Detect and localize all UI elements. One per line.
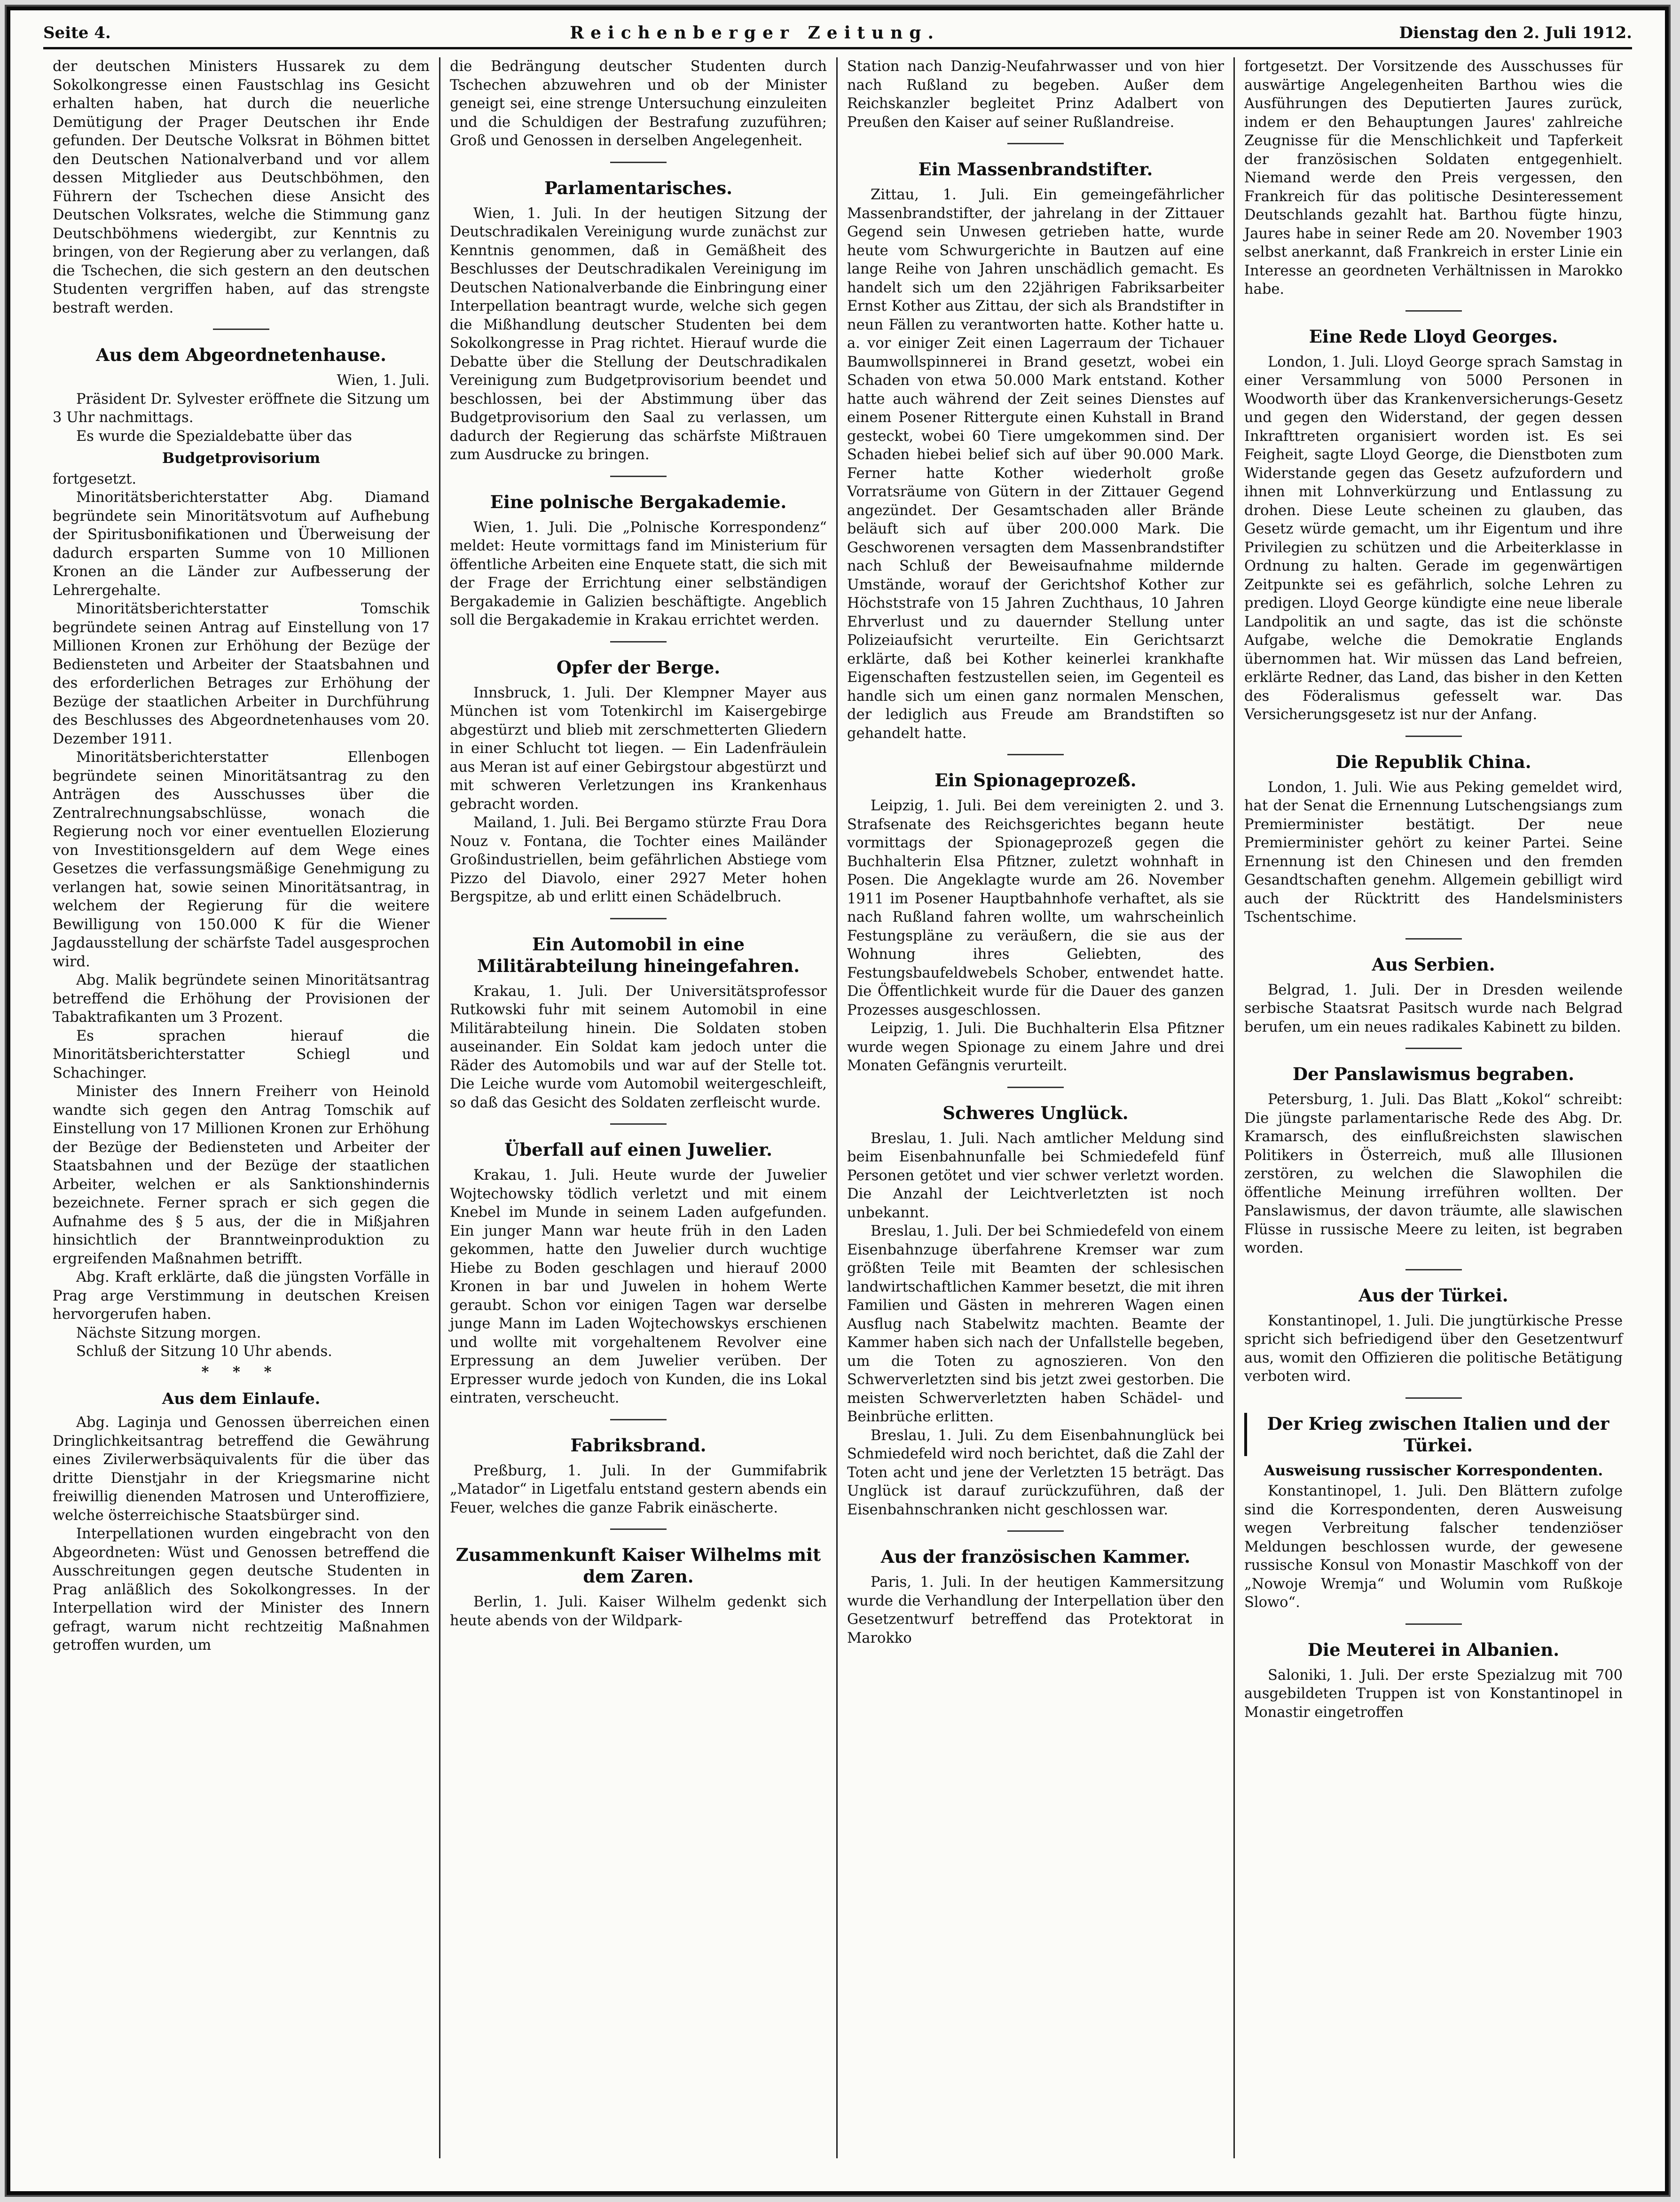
columns bbox=[43, 57, 1632, 2158]
dateline: Wien, 1. Juli. bbox=[337, 372, 430, 389]
article-headline: Aus dem Abgeordnetenhause. bbox=[96, 345, 386, 365]
newspaper-title: Reichenberger Zeitung. bbox=[570, 23, 941, 43]
article-paragraph: Abg. Malik begründete seinen Minoritätsantrag betreffend die Erhöhung der Provisionen der Tabaktrafikanten um 3 Prozent. bbox=[53, 972, 430, 1026]
article-divider bbox=[610, 1123, 667, 1125]
article-paragraph: Schluß der Sitzung 10 Uhr abends. bbox=[76, 1343, 332, 1360]
article-divider bbox=[1405, 310, 1462, 312]
article-paragraph: Wien, 1. Juli. Die „Polnische Korrespondenz“ meldet: Heute vormittags fand im Ministerium für öffentliche Arbeiten eine Enquete statt, die sich mit der Frage der Errichtung einer selbständigen Bergakademie in Galizien beschäftigte. Angeblich soll die Bergakademie in Krakau errichtet werden. bbox=[450, 519, 827, 628]
article-paragraph: Paris, 1. Juli. In der heutigen Kammersitzung wurde die Verhandlung der Interpellation über den Gesetzentwurf betreffend das Protektorat in Marokko bbox=[847, 1574, 1224, 1646]
article-headline: Ein Automobil in eine Militärabteilung hineingefahren. bbox=[477, 933, 800, 976]
article-paragraph: Zittau, 1. Juli. Ein gemeingefährlicher Massenbrandstifter, der jahrelang in der Zittauer Gegend sein Unwesen getrieben hatte, wurde heute vom Schwurgerichte in Bautzen auf eine lange Reihe von Jahren unschädlich gemacht. Es handelt sich um den 22jährigen Fabriksarbeiter Ernst Kother aus Zittau, der sich als Brandstifter in neun Fällen zu verantworten hatte. Kother hatte u. a. vor einiger Zeit einen Lagerraum der Tichauer Baumwollspinnerei in Brand gesetzt, wobei ein Schaden von etwa 50.000 Mark entstand. Kother hatte auch während der Zeit seines Dienstes auf einem Posener Rittergute einen Kuhstall in Brand gesteckt, wobei 60 Tiere umgekommen sind. Der Schaden hiebei belief sich auf über 90.000 Mark. Ferner hatte Kother wiederholt große Vorratsräume von Gütern in der Zittauer Gegend angezündet. Der Gesamtschaden aller Brände beläuft sich auf über 200.000 Mark. Die Geschworenen versagten dem Massenbrandstifter nach Schluß der Beweisaufnahme mildernde Umstände, worauf der Gerichtshof Kother zur Höchststrafe von 15 Jahren Zuchthaus, 10 Jahren Ehrverlust und zu dauernder Stellung unter Polizeiaufsicht verurteilte. Ein Gerichtsarzt erklärte, daß bei Kother keinerlei krankhafte Eigenschaften festzustellen seien, im Gegenteil es handle sich um einen ganz normalen Menschen, der lediglich aus Freude am Brandstiften so gehandelt hatte. bbox=[847, 187, 1224, 742]
column-1 bbox=[43, 57, 440, 2158]
article-paragraph: Berlin, 1. Juli. Kaiser Wilhelm gedenkt sich heute abends von der Wildpark- bbox=[450, 1594, 827, 1629]
article-paragraph: London, 1. Juli. Wie aus Peking gemeldet wird, hat der Senat die Ernennung Lutschengsiangs zum Premierminister bestätigt. Der neue Premierminister gehört zu keiner Partei. Seine Ernennung ist den Chinesen und den fremden Gesandtschaften genehm. Allgemein gebilligt wird auch der Rücktritt des Handelsministers Tschentschime. bbox=[1244, 779, 1623, 925]
article-divider bbox=[610, 641, 667, 643]
section-headline: Aus dem Einlaufe. bbox=[162, 1389, 321, 1408]
article-headline: Ein Spionageprozeß. bbox=[934, 770, 1137, 791]
article-paragraph: Wien, 1. Juli. In der heutigen Sitzung der Deutschradikalen Vereinigung wurde zunächst zur Kenntnis genommen, daß in Gemäßheit des Beschlusses der Deutschradikalen Vereinigung im Deutschen Nationalverbande die Einbringung einer Interpellation beantragt wurde, welche sich gegen die Mißhandlung deutscher Studenten bei dem Sokolkongresse in Prag richtet. Hierauf wurde die Debatte über die Stellung der Deutschradikalen Vereinigung zum Budgetprovisorium beendet und beschlossen, bei der Abstimmung über das Budgetprovisorium den Saal zu verlassen, um dadurch der Regierung das schärfste Mißtrauen zum Ausdrucke zu bringen. bbox=[450, 205, 827, 463]
article-paragraph: Interpellationen wurden eingebracht von den Abgeordneten: Wüst und Genossen betreffend die Ausschreitungen gegen deutsche Studenten in Prag anläßlich des Sokolkongresses. In der Interpellation wird der Minister des Innern gefragt, warum nicht rechtzeitig Maßnahmen getroffen wurden, um bbox=[53, 1526, 430, 1653]
article-divider bbox=[213, 329, 269, 330]
subheadline: Budgetprovisorium bbox=[162, 450, 321, 467]
article-paragraph: Minoritätsberichterstatter Ellenbogen begründete seinen Minoritätsantrag zu den Anträgen des Ausschusses über die Zentralrechnungsabschlüsse, wonach die Regierung noch vor einer eventuellen Elozierung von Investitionsgeldern auf dem Wege eines Gesetzes die verfassungsmäßige Genehmigung zu verlangen hat, sowie seinen Minoritätsantrag, in welchem der Regierung für die weitere Bewilligung von 150.000 K für die Wiener Jagdausstellung der schärfste Tadel ausgesprochen wird. bbox=[53, 749, 430, 970]
article-paragraph: Abg. Laginja und Genossen überreichen einen Dringlichkeitsantrag betreffend die Gewährung eines Zivilerwerbsäquivalents für die über das dritte Dienstjahr in der Kriegsmarine nicht freiwillig dienenden Matrosen und Unteroffiziere, welche österreichische Staatsbürger sind. bbox=[53, 1414, 430, 1524]
article-divider bbox=[1405, 1397, 1462, 1399]
article-headline: Fabriksbrand. bbox=[570, 1434, 707, 1456]
article-paragraph: Minoritätsberichterstatter Tomschik begründete seinen Antrag auf Einstellung von 17 Millionen Kronen zur Erhöhung der Bezüge der Bediensteten und Arbeiter der Staatsbahnen und des erforderlichen Betrages zur Erhöhung der Bezüge der staatlichen Arbeiter in Durchführung des Beschlusses des Abgeordnetenhauses vom 20. Dezember 1911. bbox=[53, 601, 430, 747]
article-paragraph: Breslau, 1. Juli. Der bei Schmiedefeld von einem Eisenbahnzuge überfahrene Kremser war zum größten Teile mit Beamten der schlesischen landwirtschaftlichen Kammer besetzt, die mit ihren Familien und Gästen in mehreren Wagen einen Ausflug nach Stabelwitz machten. Beamte der Kammer haben sich nach der Unfallstelle begeben, um die Toten zu agnoszieren. Von den Schwerverletzten sind bis jetzt zwei gestorben. Die meisten Schwerverletzten haben Schädel- und Beinbrüche erlitten. bbox=[847, 1223, 1224, 1425]
article-paragraph: London, 1. Juli. Lloyd George sprach Samstag in einer Versammlung von 5000 Personen in Woodworth über das Krankenversicherungs-Gesetz und gegen den Widerstand, der gegen dessen Inkrafttreten organisiert worden ist. Es sei Feigheit, sagte Lloyd George, die Dienstboten zum Widerstande gegen das Gesetz aufzufordern und ihnen mit Lohnverkürzung und Entlassung zu drohen. Diese Leute scheinen zu glauben, das Gesetz würde gemacht, um ihr Eigentum und ihre Privilegien zu schützen und die Arbeiterklasse in Ordnung zu halten. Gerade im gegenwärtigen Zeitpunkte sei es gefährlich, solche Lehren zu predigen. Lloyd George kündigte eine neue liberale Landpolitik an und sagte, das ist die schönste Aufgabe, welche die Demokratie Englands übernommen hat. Wir müssen das Land befreien, erklärte Redner, das Land, das bisher in den Ketten des Föderalismus gefesselt war. Das Versicherungsgesetz ist nur der Anfang. bbox=[1244, 353, 1623, 723]
article-paragraph: fortgesetzt. Der Vorsitzende des Ausschusses für auswärtige Angelegenheiten Barthou wies die Ausführungen des Deputierten Jaures zurück, indem er den Behauptungen Jaures' zahlreiche Zeugnisse für die Menschlichkeit und Tapferkeit der französischen Soldaten entgegenhielt. Niemand werde den Preis vergessen, den Frankreich für das politische Desinteressement Deutschlands gezahlt hat. Barthou fügte hinzu, Jaures habe in seiner Rede am 20. November 1903 selbst anerkannt, daß Frankreich in erster Linie ein Interesse an geordneten Verhältnissen in Marokko habe. bbox=[1244, 58, 1623, 298]
article-paragraph: Petersburg, 1. Juli. Das Blatt „Kokol“ schreibt: Die jüngste parlamentarische Rede des Abg. Dr. Kramarsch, des einflußreichsten slawischen Politikers in Österreich, muß alle Illusionen zerstören, zu welchen die Slawophilen die öffentliche Meinung irreführen wollten. Der Panslawismus, der davon träumte, alle slawischen Flüsse in russische Meere zu leiten, ist begraben worden. bbox=[1244, 1091, 1623, 1256]
article-divider bbox=[610, 1528, 667, 1530]
article-paragraph: die Bedrängung deutscher Studenten durch Tschechen abzuwehren und ob der Minister geneigt sei, eine strenge Untersuchung einzuleiten und die Schuldigen der Bestrafung zuzuführen; Groß und Genossen in derselben Angelegenheit. bbox=[450, 58, 827, 149]
article-headline: Aus Serbien. bbox=[1372, 954, 1495, 975]
article-divider bbox=[610, 162, 667, 163]
article-paragraph: Leipzig, 1. Juli. Die Buchhalterin Elsa Pfitzner wurde wegen Spionage zu einem Jahre und drei Monaten Gefängnis verurteilt. bbox=[847, 1020, 1224, 1074]
subheadline: Ausweisung russischer Korrespondenten. bbox=[1264, 1462, 1603, 1479]
article-paragraph: Minister des Innern Freiherr von Heinold wandte sich gegen den Antrag Tomschik auf Einstellung von 17 Millionen Kronen zur Erhöhung der Bezüge der Bediensteten und Arbeiter der Staatsbahnen und der Bezüge der staatlichen Arbeiter, welchen er als Sanktionshindernis bezeichnete. Ferner sprach er sich gegen die Aufnahme des § 5 aus, der die in Mißjahren hinsichtlich der Branntweinproduktion zu ergreifenden Maßnahmen betrifft. bbox=[53, 1083, 430, 1267]
article-divider bbox=[1405, 1623, 1462, 1625]
article-paragraph: Krakau, 1. Juli. Heute wurde der Juwelier Wojtechowsky tödlich verletzt und mit einem Knebel im Munde in seinem Laden aufgefunden. Ein junger Mann war heute früh in den Laden gekommen, hatte den Juwelier durch wuchtige Hiebe zu Boden geschlagen und hierauf 2000 Kronen in bar und Juwelen in hohem Werte geraubt. Schon vor einigen Tagen war derselbe junge Mann im Laden Wojtechowskys erschienen und wollte mit vorgehaltenem Revolver eine Erpressung an dem Juwelier verüben. Der Erpresser wurde jedoch von Kunden, die ins Lokal eintraten, verscheucht. bbox=[450, 1167, 827, 1406]
article-paragraph: Breslau, 1. Juli. Zu dem Eisenbahnunglück bei Schmiedefeld wird noch berichtet, daß die Zahl der Toten acht und jene der Verletzten 15 beträgt. Das Unglück ist darauf zurückzuführen, daß der Eisenbahnschranken nicht geschlossen war. bbox=[847, 1427, 1224, 1518]
column-4 bbox=[1235, 57, 1632, 2158]
article-paragraph: Konstantinopel, 1. Juli. Den Blättern zufolge sind die Korrespondenten, deren Ausweisung wegen Verbreitung falscher tendenziöser Meldungen beschlossen wurde, der gewesene russische Konsul von Monastir Maschkoff von der „Nowoje Wremja“ und Wolumin vom Rußkoje Slowo“. bbox=[1244, 1483, 1623, 1611]
article-paragraph: Abg. Kraft erklärte, daß die jüngsten Vorfälle in Prag arge Verstimmung in deutschen Kreisen hervorgerufen haben. bbox=[53, 1269, 430, 1323]
article-paragraph: Belgrad, 1. Juli. Der in Dresden weilende serbische Staatsrat Pasitsch wurde nach Belgrad berufen, um ein neues radikales Kabinett zu bilden. bbox=[1244, 981, 1623, 1035]
article-paragraph: Es wurde die Spezialdebatte über das bbox=[76, 428, 352, 445]
masthead bbox=[43, 19, 1632, 49]
article-divider bbox=[1405, 736, 1462, 737]
article-divider bbox=[1007, 1530, 1064, 1532]
article-headline: Eine Rede Lloyd Georges. bbox=[1309, 326, 1558, 347]
newspaper-page bbox=[10, 10, 1665, 2191]
article-paragraph: Innsbruck, 1. Juli. Der Klempner Mayer aus München ist vom Totenkirchl im Kaisergebirge abgestürzt und blieb mit zerschmetterten Gliedern in einer Schlucht tot liegen. — Ein Ladenfräulein aus Meran ist auf einer Gebirgstour abgestürzt und mit schweren Verletzungen ins Krankenhaus gebracht worden. bbox=[450, 684, 827, 813]
article-divider bbox=[1007, 1087, 1064, 1088]
article-divider bbox=[1405, 938, 1462, 940]
page-number: Seite 4. bbox=[43, 24, 111, 42]
article-paragraph: der deutschen Ministers Hussarek zu dem Sokolkongresse einen Faustschlag ins Gesicht erhalten haben, hat durch die neuerliche Demütigung der Prager Deutschen ihr Ende gefunden. Der Deutsche Volksrat in Böhmen bittet den Deutschen Nationalverband und vor allem dessen Mitglieder aus Deutschböhmen, den Führern der Tschechen diese Ansicht des Deutschen Volksrates, welche die Stimmung ganz Deutschböhmens wiedergibt, zur Kenntnis zu bringen, von der Regierung aber zu verlangen, daß die Tschechen, die sich gestern an den deutschen Studenten vergriffen haben, auf das strengste bestraft werden. bbox=[53, 58, 430, 316]
separator-stars: * * * bbox=[201, 1363, 281, 1380]
article-paragraph: Es sprachen hierauf die Minoritätsberichterstatter Schiegl und Schachinger. bbox=[53, 1027, 430, 1081]
article-headline: Die Meuterei in Albanien. bbox=[1307, 1639, 1560, 1660]
article-paragraph: Mailand, 1. Juli. Bei Bergamo stürzte Frau Dora Nouz v. Fontana, die Tochter eines Mailänder Großindustriellen, beim gefährlichen Abstiege vom Pizzo del Diavolo, einer 2927 Meter hohen Bergspitze, ab und erlitt einen Schädelbruch. bbox=[450, 815, 827, 905]
article-headline: Aus der Türkei. bbox=[1358, 1285, 1508, 1306]
article-headline: Schweres Unglück. bbox=[942, 1102, 1129, 1123]
column-2 bbox=[440, 57, 838, 2158]
article-paragraph: Krakau, 1. Juli. Der Universitätsprofessor Rutkowski fuhr mit seinem Automobil in eine Militärabteilung hinein. Die Soldaten stoben auseinander. Ein Soldat kam jedoch unter die Räder des Automobils und war auf der Stelle tot. Die Leiche wurde vom Automobil weitergeschleift, so daß das Gesicht des Soldaten zerfleischt wurde. bbox=[450, 983, 827, 1111]
article-headline: Opfer der Berge. bbox=[556, 657, 721, 678]
article-headline: Die Republik China. bbox=[1335, 751, 1531, 772]
article-divider bbox=[1405, 1048, 1462, 1049]
article-divider bbox=[610, 476, 667, 477]
article-paragraph: fortgesetzt. bbox=[53, 470, 137, 487]
article-headline: Überfall auf einen Juwelier. bbox=[504, 1139, 772, 1160]
article-paragraph: Leipzig, 1. Juli. Bei dem vereinigten 2. und 3. Strafsenate des Reichsgerichtes begann heute vormittags der Spionageprozeß gegen die Buchhalterin Elsa Pfitzner, zuletzt wohnhaft in Posen. Die Angeklagte wurde am 26. November 1911 im Posener Hauptbahnhofe verhaftet, als sie nach Rußland fahren wollte, um wahrscheinlich Festungspläne zu veräußern, die sie aus der Wohnung ihres Geliebten, des Festungsbaufeldwebels Schober, entwendet hatte. Die Öffentlichkeit wurde für die Dauer des ganzen Prozesses ausgeschlossen. bbox=[847, 798, 1224, 1019]
article-paragraph: Station nach Danzig-Neufahrwasser und von hier nach Rußland zu begeben. Außer dem Reichskanzler begleitet Prinz Adalbert von Preußen den Kaiser auf seiner Rußlandreise. bbox=[847, 58, 1224, 131]
article-paragraph: Saloniki, 1. Juli. Der erste Spezialzug mit 700 ausgebildeten Truppen ist von Konstantinopel in Monastir eingetroffen bbox=[1244, 1667, 1623, 1721]
article-paragraph: Präsident Dr. Sylvester eröffnete die Sitzung um 3 Uhr nachmittags. bbox=[53, 391, 430, 426]
article-divider bbox=[610, 918, 667, 919]
article-headline: Parlamentarisches. bbox=[544, 177, 733, 198]
article-paragraph: Nächste Sitzung morgen. bbox=[76, 1324, 261, 1341]
article-divider bbox=[610, 1419, 667, 1420]
article-divider bbox=[1007, 143, 1064, 144]
article-headline: Der Panslawismus begraben. bbox=[1292, 1064, 1574, 1084]
article-paragraph: Minoritätsberichterstatter Abg. Diamand begründete sein Minoritätsvotum auf Aufhebung der Spiritusbonifikationen und Überweisung der dadurch ersparten Summe von 10 Millionen Kronen an die Länder zur Aufbesserung der Lehrergehalte. bbox=[53, 489, 430, 599]
article-divider bbox=[1007, 754, 1064, 755]
article-divider bbox=[1405, 1269, 1462, 1270]
column-3 bbox=[838, 57, 1235, 2158]
article-paragraph: Konstantinopel, 1. Juli. Die jungtürkische Presse spricht sich befriedigend über den Gesetzentwurf aus, womit den Offizieren die politische Betätigung verboten wird. bbox=[1244, 1312, 1623, 1385]
article-headline: Eine polnische Bergakademie. bbox=[490, 491, 787, 512]
issue-date: Dienstag den 2. Juli 1912. bbox=[1399, 24, 1632, 42]
article-headline: Ein Massenbrandstifter. bbox=[918, 159, 1153, 180]
article-paragraph: Preßburg, 1. Juli. In der Gummifabrik „Matador“ in Ligetfalu entstand gestern abends ein Feuer, welches die ganze Fabrik einäscherte. bbox=[450, 1462, 827, 1516]
article-headline: Der Krieg zwischen Italien und der Türkei. bbox=[1244, 1413, 1623, 1456]
article-headline: Zusammenkunft Kaiser Wilhelms mit dem Zaren. bbox=[455, 1544, 821, 1587]
article-paragraph: Breslau, 1. Juli. Nach amtlicher Meldung sind beim Eisenbahnunfalle bei Schmiedefeld fünf Personen getötet und vier schwer verletzt worden. Die Anzahl der Leichtverletzten ist noch unbekannt. bbox=[847, 1130, 1224, 1221]
article-headline: Aus der französischen Kammer. bbox=[880, 1546, 1191, 1567]
